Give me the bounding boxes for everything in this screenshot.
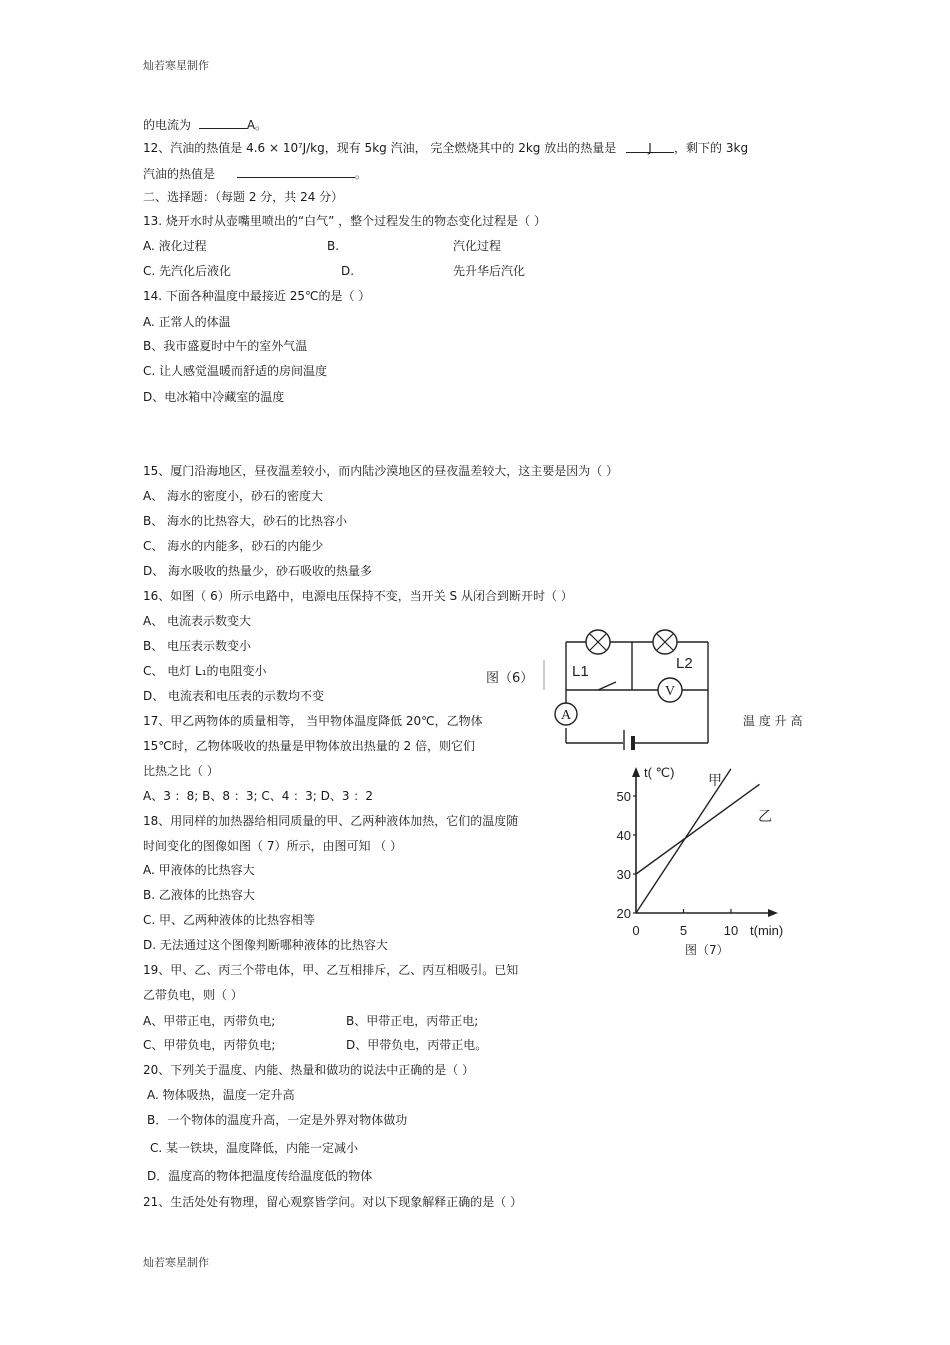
q19-option-d: D、甲带负电，丙带正电。 (346, 1038, 488, 1052)
switch-blade (598, 682, 616, 690)
q16-option-a: A、 电流表示数变大 (143, 614, 252, 628)
y-axis-arrow (632, 767, 640, 777)
q20-option-c: C. 某一铁块，温度降低，内能一定减小 (150, 1141, 359, 1155)
chart-axes (632, 767, 778, 917)
q14-option-b: B、我市盛夏时中午的室外气温 (143, 339, 308, 353)
q17-line2: 15℃时，乙物体吸收的热量是甲物体放出热量的 2 倍，则它们 (143, 739, 476, 753)
y-tick-label: 50 (616, 789, 631, 804)
y-axis-label: t( ℃) (644, 765, 675, 780)
y-tick-label: 30 (616, 867, 631, 882)
q15-option-b: B、 海水的比热容大，砂石的比热容小 (143, 514, 348, 528)
lamp-l1-label: L1 (572, 663, 589, 680)
figure-6-circuit (480, 620, 720, 750)
q13-option-c: C. 先汽化后液化 (143, 264, 232, 278)
q20-option-d: D．温度高的物体把温度传给温度低的物体 (147, 1169, 373, 1183)
page-header: 灿若寒星制作 (143, 59, 209, 72)
page-footer: 灿若寒星制作 (143, 1256, 209, 1269)
q16-stem: 16、如图（ 6）所示电路中，电源电压保持不变，当开关 S 从闭合到断开时（ ） (143, 589, 573, 603)
q16-option-d: D、 电流表和电压表的示数均不变 (143, 689, 325, 703)
x-tick-label: 10 (723, 923, 739, 938)
q16-option-b: B、 电压表示数变小 (143, 639, 252, 653)
q14-option-d: D、电冰箱中冷藏室的温度 (143, 390, 285, 404)
q18-line2: 时间变化的图像如图（ 7）所示，由图可知 （ ） (143, 839, 403, 853)
q18-option-b: B. 乙液体的比热容大 (143, 888, 255, 902)
q13-stem: 13. 烧开水时从壶嘴里喷出的“白气” ，整个过程发生的物态变化过程是（ ） (143, 214, 546, 228)
ammeter-label: A (560, 708, 572, 723)
q12-blank1: J (626, 140, 674, 153)
x-tick-label: 0 (632, 923, 640, 938)
q17-options: A、3 ：8; B、8 ：3; C、4 ：3; D、3 ：2 (143, 789, 373, 803)
section-title: 二、选择题：（每题 2 分，共 24 分） (143, 190, 344, 204)
q13-option-b-label: B. (327, 239, 340, 253)
q11-blank (199, 116, 247, 129)
q13-option-d-text: 先升华后汽化 (453, 264, 526, 278)
q19-line2: 乙带负电，则（ ） (143, 988, 243, 1002)
q14-stem: 14. 下面各种温度中最接近 25℃的是（ ） (143, 289, 371, 303)
q20-option-a: A. 物体吸热，温度一定升高 (147, 1088, 295, 1102)
lamp-l1 (586, 630, 610, 654)
x-tick-label: 5 (679, 923, 688, 938)
q13-option-b-text: 汽化过程 (453, 239, 502, 253)
q18-option-d: D. 无法通过这个图像判断哪种液体的比热容大 (143, 938, 388, 952)
q17-line1-tail: 温 度 升 高 (743, 714, 803, 728)
figure-6-caption: 图（6） (486, 671, 534, 686)
figure-7-chart (600, 757, 810, 962)
series-label-jia: 甲 (708, 773, 722, 789)
q11-prefix: 的电流为 (143, 118, 192, 132)
q15-option-a: A、 海水的密度小，砂石的密度大 (143, 489, 324, 503)
q14-option-c: C. 让人感觉温暖而舒适的房间温度 (143, 364, 328, 378)
q16-option-c: C、 电灯 L₁的电阻变小 (143, 664, 267, 678)
q21-stem: 21、生活处处有物理，留心观察皆学问。对以下现象解释正确的是（ ） (143, 1195, 523, 1209)
q19-option-a: A、甲带正电，丙带负电; (143, 1014, 276, 1028)
q15-option-d: D、 海水吸收的热量少，砂石吸收的热量多 (143, 564, 373, 578)
series-line-jia (636, 769, 731, 913)
q17-line1: 17、甲乙两物体的质量相等， 当甲物体温度降低 20℃，乙物体 (143, 714, 483, 728)
q15-option-c: C、 海水的内能多，砂石的内能少 (143, 539, 324, 553)
q18-option-c: C. 甲、乙两种液体的比热容相等 (143, 913, 316, 927)
battery (624, 730, 633, 750)
q12-line2: 汽油的热值是 。 (143, 167, 367, 181)
q18-option-a: A. 甲液体的比热容大 (143, 863, 255, 877)
q17-line3: 比热之比（ ） (143, 764, 219, 778)
q18-line1: 18、用同样的加热器给相同质量的甲、乙两种液体加热，它们的温度随 (143, 814, 519, 828)
x-axis-label: t(min) (750, 923, 784, 938)
series-label-yi: 乙 (758, 809, 772, 825)
voltmeter (658, 678, 682, 702)
q11-unit: A。 (246, 118, 268, 132)
voltmeter-label: V (664, 684, 676, 699)
q19-line1: 19、甲、乙、丙三个带电体，甲、乙互相排斥，乙、丙互相吸引。已知 (143, 963, 519, 977)
q19-option-c: C、甲带负电，丙带负电; (143, 1038, 276, 1052)
q15-stem: 15、厦门沿海地区，昼夜温差较小，而内陆沙漠地区的昼夜温差较大，这主要是因为（ ） (143, 464, 619, 478)
x-axis-arrow (768, 909, 778, 917)
figure-7-caption: 图（7） (685, 943, 729, 957)
y-tick-label: 40 (616, 828, 631, 843)
q14-option-a: A. 正常人的体温 (143, 315, 231, 329)
lamp-l2-label: L2 (676, 655, 693, 672)
lamp-l2 (653, 630, 677, 654)
series-line-yi (636, 784, 760, 874)
q13-option-d-label: D. (341, 264, 355, 278)
q20-option-b: B．一个物体的温度升高，一定是外界对物体做功 (147, 1113, 408, 1127)
q19-option-b: B、甲带正电，丙带正电; (346, 1014, 479, 1028)
q12-line1: 12、汽油的热值是 $4.6 \times 10^7J/kg$，现有 5kg 汽油， 完全燃烧其中的 2kg 放出的热量是 J ，剩下的 3kg (143, 141, 749, 155)
q12-blank2 (237, 165, 355, 178)
q20-stem: 20、下列关于温度、内能、热量和做功的说法中正确的是（ ） (143, 1063, 475, 1077)
ammeter (555, 703, 577, 725)
q13-option-a: A. 液化过程 (143, 239, 207, 253)
y-tick-label: 20 (616, 906, 631, 921)
q11-tail (143, 116, 267, 133)
